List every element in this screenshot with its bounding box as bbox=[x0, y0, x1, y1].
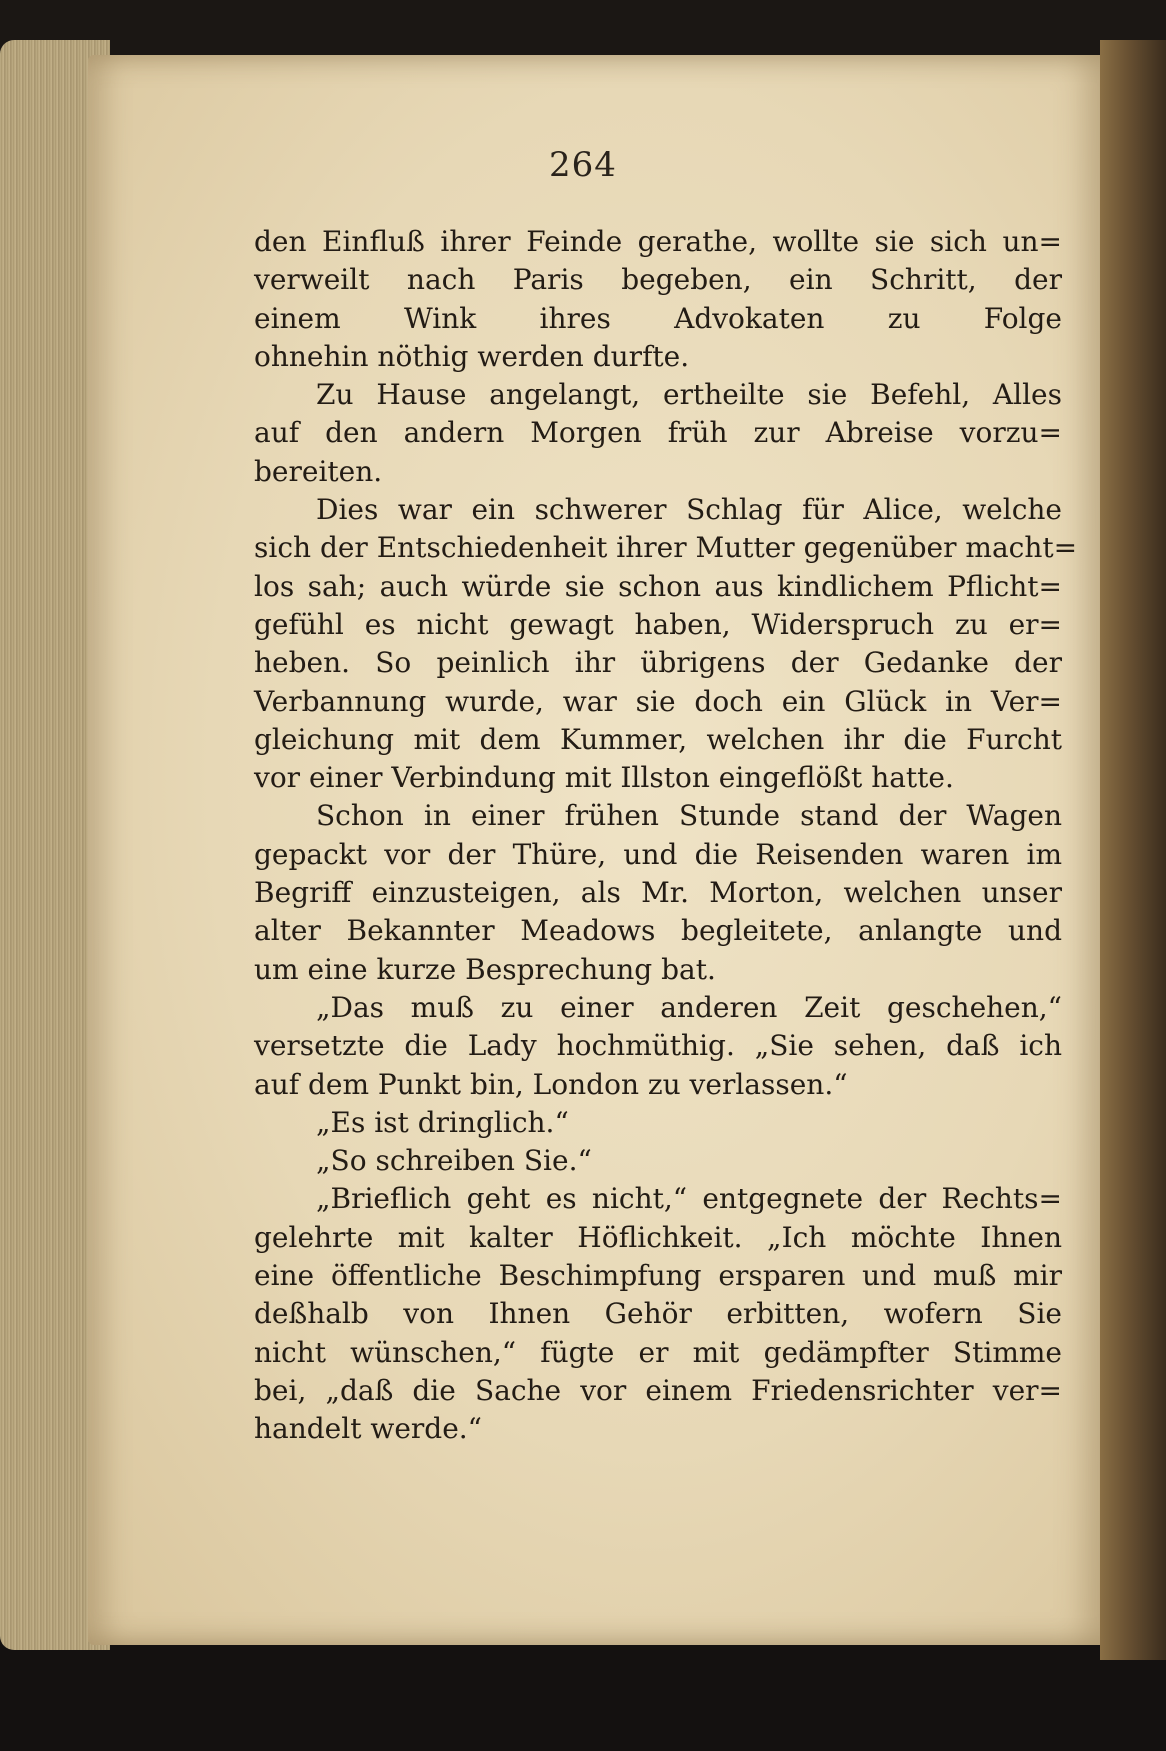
text-line: bei, „daß die Sache vor einem Friedensrichter ver= bbox=[254, 1373, 1062, 1407]
text-line: gelehrte mit kalter Höflichkeit. „Ich möchte Ihnen bbox=[254, 1220, 1062, 1254]
text-line: „Das muß zu einer anderen Zeit geschehen,“ bbox=[316, 990, 1062, 1024]
text-line: bereiten. bbox=[254, 454, 383, 488]
text-line: Verbannung wurde, war sie doch ein Glück in Ver= bbox=[254, 684, 1062, 718]
text-line: den Einfluß ihrer Feinde gerathe, wollte sie sich un= bbox=[254, 225, 1062, 258]
page-number: 264 bbox=[549, 145, 617, 185]
text-line: „Brieflich geht es nicht,“ entgegnete der Rechts= bbox=[316, 1182, 1062, 1216]
text-line: gefühl es nicht gewagt haben, Widerspruch zu er= bbox=[254, 607, 1062, 641]
text-line: Dies war ein schwerer Schlag für Alice, welche bbox=[316, 493, 1062, 527]
text-line: versetzte die Lady hochmüthig. „Sie sehen, daß ich bbox=[254, 1029, 1062, 1063]
text-line: vor einer Verbindung mit Illston eingeflößt hatte. bbox=[254, 761, 954, 795]
text-line: einem Wink ihres Advokaten zu Folge bbox=[254, 301, 1062, 335]
text-line: handelt werde.“ bbox=[254, 1412, 482, 1446]
text-line: alter Bekannter Meadows begleitete, anlangte und bbox=[254, 914, 1062, 948]
text-line: heben. So peinlich ihr übrigens der Gedanke der bbox=[254, 646, 1062, 680]
text-line: „So schreiben Sie.“ bbox=[316, 1144, 592, 1178]
text-line: eine öffentliche Beschimpfung ersparen und muß mir bbox=[254, 1259, 1062, 1293]
text-line: Begriff einzusteigen, als Mr. Morton, welchen unser bbox=[254, 876, 1062, 910]
text-line: auf dem Punkt bin, London zu verlassen.“ bbox=[254, 1067, 848, 1101]
text-line: deßhalb von Ihnen Gehör erbitten, wofern Sie bbox=[254, 1297, 1062, 1331]
text-line: Schon in einer frühen Stunde stand der Wagen bbox=[316, 799, 1062, 833]
text-line: gepackt vor der Thüre, und die Reisenden waren im bbox=[254, 837, 1062, 871]
body-text bbox=[254, 223, 1078, 1449]
text-line: nicht wünschen,“ fügte er mit gedämpfter Stimme bbox=[254, 1335, 1062, 1369]
text-line: verweilt nach Paris begeben, ein Schritt, der bbox=[254, 263, 1062, 297]
text-line: auf den andern Morgen früh zur Abreise vorzu= bbox=[254, 416, 1062, 450]
text-line: gleichung mit dem Kummer, welchen ihr die Furcht bbox=[254, 722, 1062, 756]
text-line: sich der Entschiedenheit ihrer Mutter gegenüber macht= bbox=[254, 531, 1078, 565]
book-gutter bbox=[1100, 40, 1166, 1660]
text-line: ohnehin nöthig werden durfte. bbox=[254, 339, 690, 373]
text-line: um eine kurze Besprechung bat. bbox=[254, 952, 716, 986]
text-line: Zu Hause angelangt, ertheilte sie Befehl, Alles bbox=[316, 378, 1062, 412]
text-line: los sah; auch würde sie schon aus kindlichem Pflicht= bbox=[254, 569, 1062, 603]
text-line: „Es ist dringlich.“ bbox=[316, 1105, 569, 1139]
